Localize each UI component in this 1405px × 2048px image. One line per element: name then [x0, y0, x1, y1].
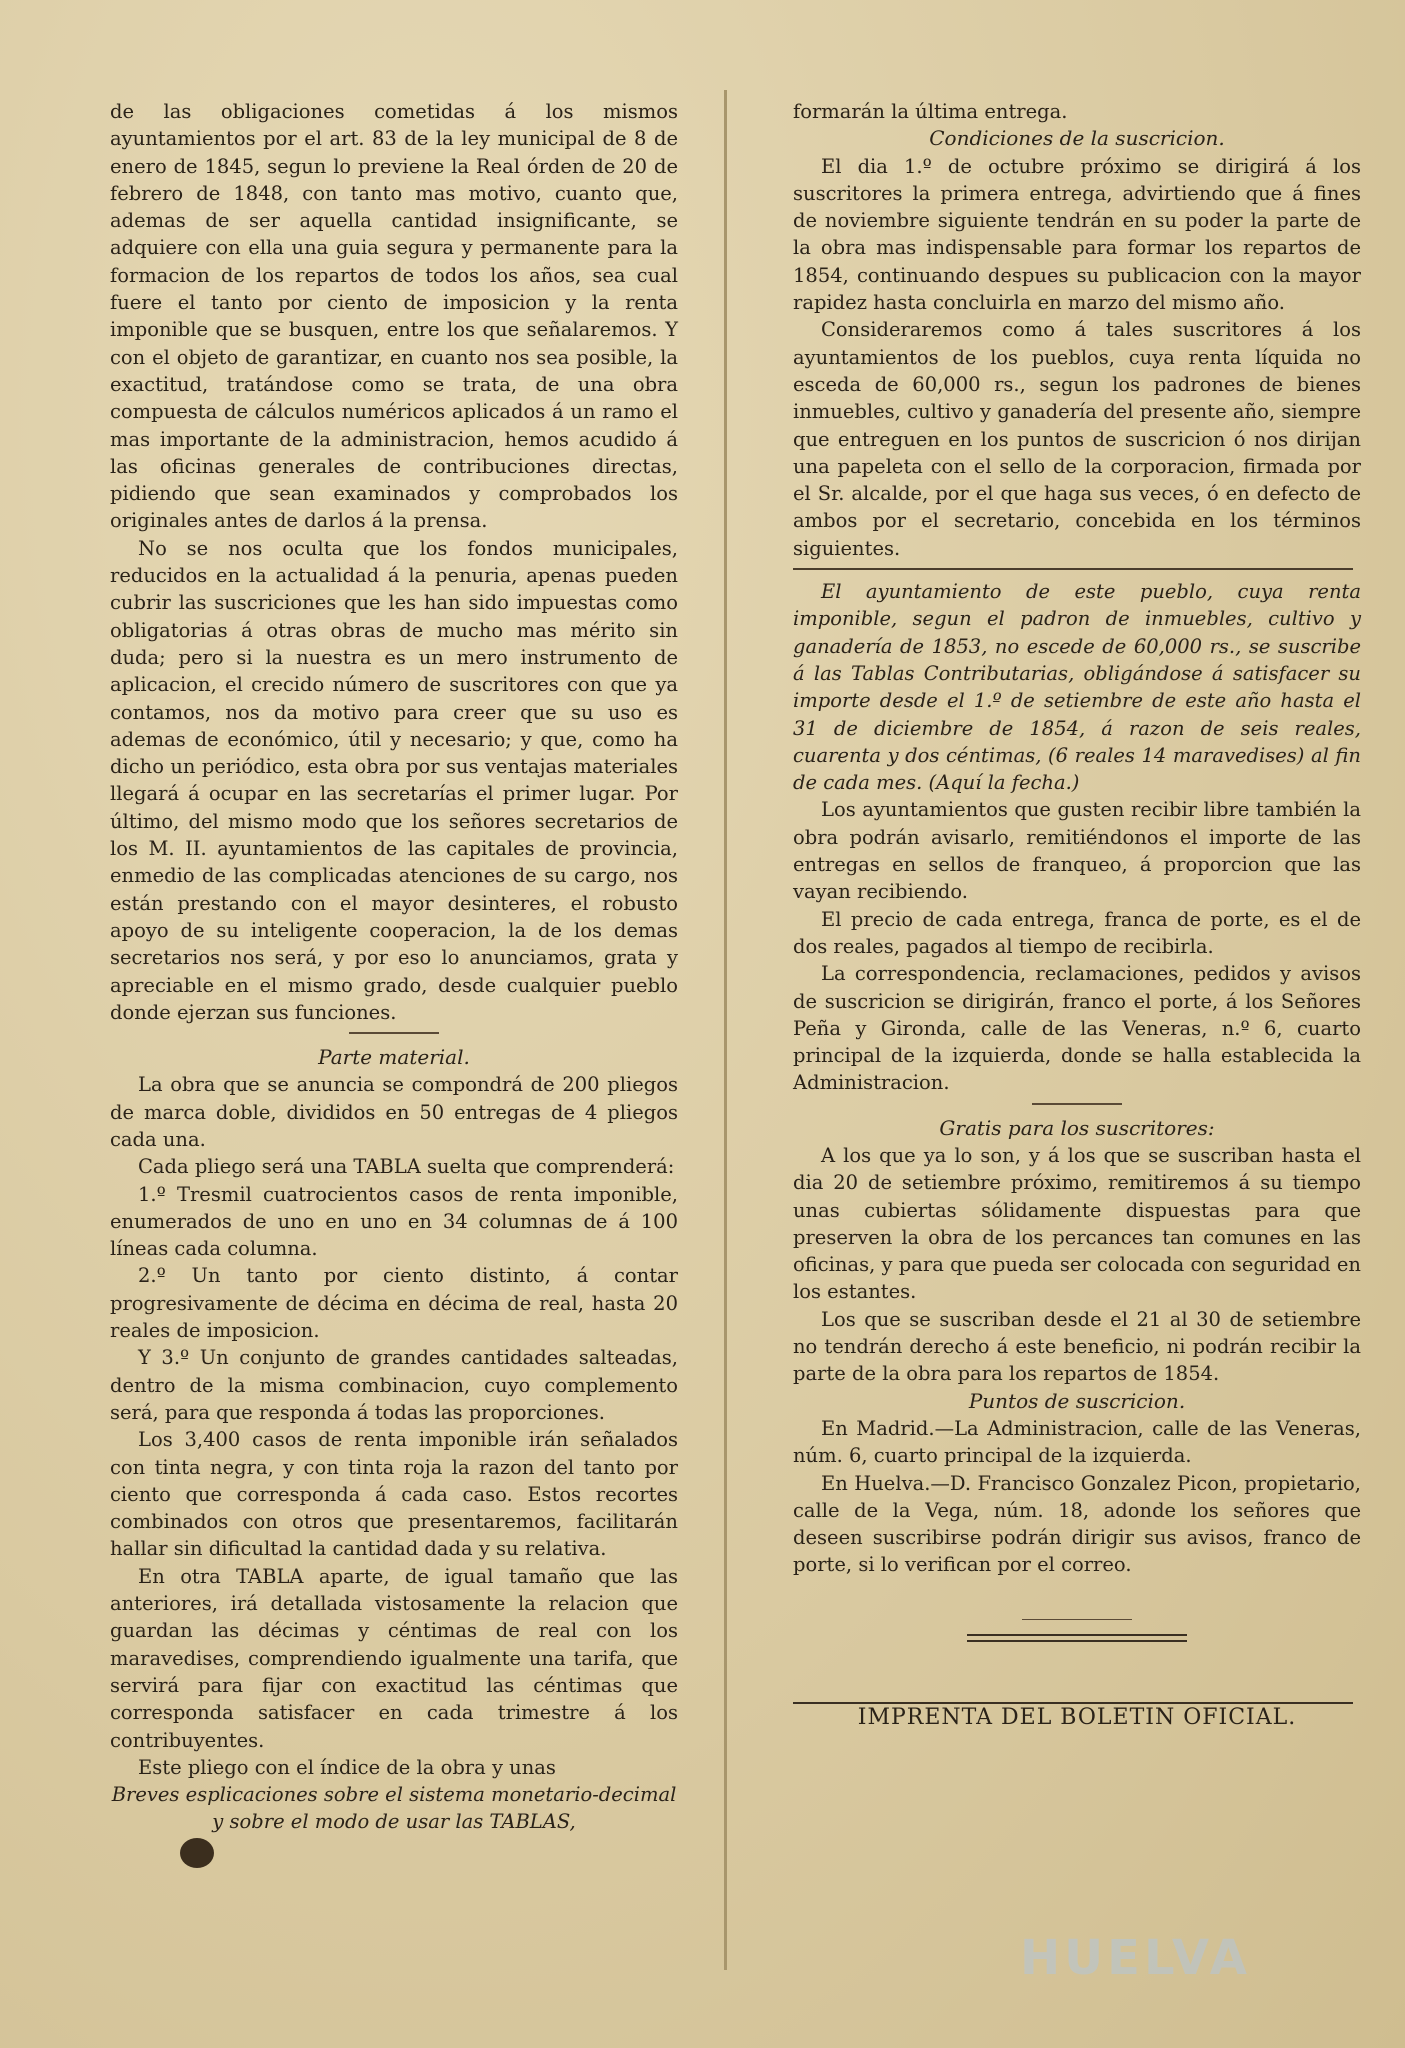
paragraph: La correspondencia, reclamaciones, pedidos y avisos de suscricion se dirigirán, franco el porte, á los Señores Peña y Gironda, calle de las Veneras, n.º 6, cuarto principal de la izquierda, donde se halla establecida la Administracion. [793, 962, 1361, 1095]
section-heading: Parte material. [318, 1045, 470, 1070]
paragraph: El precio de cada entrega, franca de porte, es el de dos reales, pagados al tiempo de recibirla. [793, 907, 1361, 958]
paragraph: Los 3,400 casos de renta imponible irán señalados con tinta negra, y con tinta roja la razon del tanto por ciento que corresponda á cada caso. Estos recortes combinados con otros que presentaremos, facilitarán hallar sin dificultad la cantidad dada y su relativa. [110, 1428, 678, 1561]
section-heading: Gratis para los suscritores: [939, 1115, 1215, 1140]
page-fold [724, 90, 727, 1970]
paragraph: En Madrid.—La Administracion, calle de las Veneras, núm. 6, cuarto principal de la izquierda. [793, 1416, 1361, 1468]
paragraph: formarán la última entrega. [793, 100, 1068, 123]
right-column [793, 98, 1361, 1731]
paragraph: El dia 1.º de octubre próximo se dirigirá á los suscritores la primera entrega, advirtiendo que á fines de noviembre siguiente tendrán en su poder la parte de la obra mas indispensable para formar los repartos de 1854, continuando despues su publicacion con la mayor rapidez hasta concluirla en marzo del mismo año. [793, 154, 1361, 315]
paragraph: Cada pliego será una TABLA suelta que comprenderá: [138, 1155, 675, 1179]
divider [1032, 1103, 1122, 1105]
paragraph: Consideraremos como á tales suscritores á los ayuntamientos de los pueblos, cuya renta líquida no esceda de 60,000 rs., segun los padrones de bienes inmuebles, cultivo y ganadería del presente año, siempre que entreguen en los puntos de suscricion ó nos dirijan una papeleta con el sello de la corporacion, firmada por el Sr. alcalde, por el que haga sus veces, ó en defecto de ambos por el secretario, concebida en los términos siguientes. [793, 318, 1361, 560]
paragraph: Breves esplicaciones sobre el sistema monetario-decimal y sobre el modo de usar las TABLAS, [111, 1783, 677, 1834]
paragraph: Y 3.º Un conjunto de grandes cantidades salteadas, dentro de la misma combinacion, cuyo complemento será, para que responda á todas las proporciones. [110, 1346, 678, 1424]
paragraph: de las obligaciones cometidas á los mismos ayuntamientos por el art. 83 de la ley municipal de 8 de enero de 1845, segun lo previene la Real órden de 20 de febrero de 1848, con tanto mas motivo, cuanto que, ademas de ser aquella cantidad insignificante, se adquiere con ella una guia segura y permanente para la formacion de los repartos de todos los años, sea cual fuere el tanto por ciento de imposicion y la renta imponible que se busquen, entre los que señalaremos. Y con el objeto de garantizar, en cuanto nos sea posible, la exactitud, tratándose como se trata, de una obra compuesta de cálculos numéricos aplicados á un ramo el mas importante de la administracion, hemos acudido á las oficinas generales de contribuciones directas, pidiendo que sean examinados y comprobados los originales antes de darlos á la prensa. [110, 100, 678, 533]
divider [349, 1032, 439, 1034]
paragraph: En Huelva.—D. Francisco Gonzalez Picon, propietario, calle de la Vega, núm. 18, adonde los señores que deseen suscribirse podrán dirigir sus avisos, franco de porte, si lo verifican por el correo. [793, 1471, 1361, 1577]
paragraph: Este pliego con el índice de la obra y unas [138, 1755, 556, 1779]
section-heading: Condiciones de la suscricion. [929, 126, 1225, 151]
ink-stain [180, 1838, 214, 1868]
paragraph: En otra TABLA aparte, de igual tamaño que las anteriores, irá detallada vistosamente la relacion que guardan las décimas y céntimas de real con los maravedises, comprendiendo igualmente una tarifa, que servirá para fijar con exactitud las céntimas que corresponda satisfacer en cada trimestre á los contribuyentes. [110, 1564, 678, 1752]
archive-watermark: HUELVA [1020, 1930, 1251, 1986]
paragraph: No se nos oculta que los fondos municipales, reducidos en la actualidad á la penuria, apenas pueden cubrir las suscriciones que les han sido impuestas como obligatorias á otras obras de mucho mas mérito sin duda; pero si la nuestra es un mero instrumento de aplicacion, el crecido número de suscritores con que ya contamos, nos da motivo para creer que su uso es ademas de económico, útil y necesario; y que, como ha dicho un periódico, esta obra por sus ventajas materiales llegará á ocupar en las secretarías el primer lugar. Por último, del mismo modo que los señores secretarios de los M. II. ayuntamientos de las capitales de provincia, enmedio de las complicadas atenciones de su cargo, nos están prestando con el mayor desinteres, el robusto apoyo de su inteligente cooperacion, la de los demas secretarios nos será, y por eso lo anunciamos, grata y apreciable en el mismo grado, desde cualquier pueblo donde ejerzan sus funciones. [110, 536, 678, 1024]
subscription-form-text: El ayuntamiento de este pueblo, cuya renta imponible, segun el padron de inmuebles, cultivo y ganadería de 1853, no escede de 60,000 rs., se suscribe á las Tablas Contributarias, obligándose á satisfacer su importe desde el 1.º de setiembre de este año hasta el 31 de diciembre de 1854, á razon de seis reales, cuarenta y dos céntimas, (6 reales 14 maravedises) al fin de cada mes. (Aquí la fecha.) [793, 580, 1361, 795]
printer-imprint: IMPRENTA DEL BOLETIN OFICIAL. [857, 1704, 1297, 1730]
paragraph: Los que se suscriban desde el 21 al 30 de setiembre no tendrán derecho á este beneficio, ni podrán recibir la parte de la obra para los repartos de 1854. [793, 1307, 1361, 1386]
paragraph: Los ayuntamientos que gusten recibir libre también la obra podrán avisarlo, remitiéndonos el importe de las entregas en sellos de franqueo, á proporcion que las vayan recibiendo. [793, 798, 1361, 904]
divider [793, 568, 1353, 570]
left-column [110, 98, 678, 1836]
paragraph: La obra que se anuncia se compondrá de 200 pliegos de marca doble, divididos en 50 entregas de 4 pliegos cada una. [110, 1073, 678, 1151]
section-heading: Puntos de suscricion. [968, 1388, 1186, 1413]
paragraph: 1.º Tresmil cuatrocientos casos de renta imponible, enumerados de uno en uno en 34 columnas de á 100 líneas cada columna. [110, 1182, 678, 1261]
paragraph: 2.º Un tanto por ciento distinto, á contar progresivamente de décima en décima de real, hasta 20 reales de imposicion. [110, 1264, 678, 1343]
paragraph: A los que ya lo son, y á los que se suscriban hasta el dia 20 de setiembre próximo, remitiremos á su tiempo unas cubiertas sólidamente dispuestas para que preserven la obra de los percances tan comunes en las oficinas, y para que pueda ser colocada con seguridad en los estantes. [793, 1143, 1361, 1304]
ornamental-rule [967, 1619, 1187, 1642]
